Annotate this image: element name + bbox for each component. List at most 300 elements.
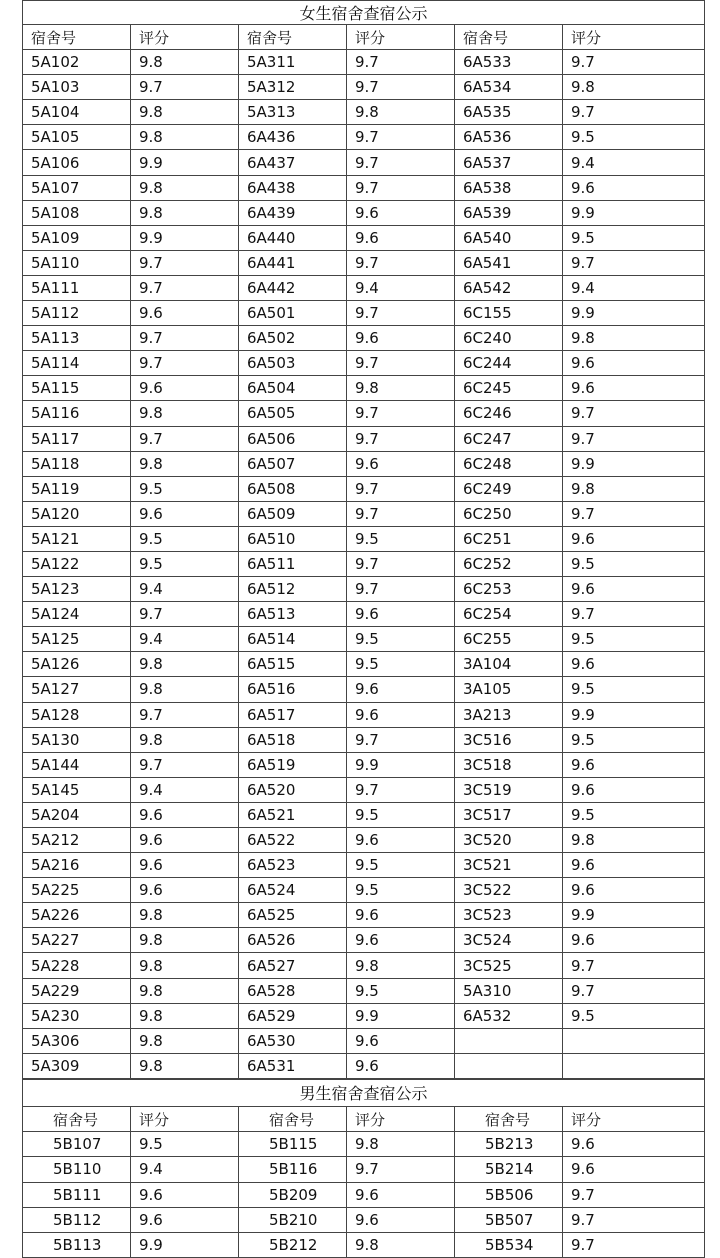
room-number-cell: 5A204 bbox=[23, 802, 131, 827]
score-cell: 9.6 bbox=[347, 225, 455, 250]
score-cell: 9.6 bbox=[347, 1207, 455, 1232]
score-cell: 9.7 bbox=[131, 275, 239, 300]
room-number-cell: 6A542 bbox=[455, 275, 563, 300]
room-number-cell: 5A230 bbox=[23, 1003, 131, 1028]
table-row bbox=[23, 1232, 705, 1257]
room-number-cell: 6A508 bbox=[239, 476, 347, 501]
room-number-cell: 6A511 bbox=[239, 551, 347, 576]
room-number-cell: 5B113 bbox=[23, 1232, 131, 1257]
score-cell: 9.7 bbox=[347, 150, 455, 175]
score-cell: 9.6 bbox=[563, 928, 705, 953]
table-row bbox=[23, 200, 705, 225]
table-row bbox=[23, 878, 705, 903]
score-cell: 9.7 bbox=[563, 501, 705, 526]
room-number-cell: 5A105 bbox=[23, 125, 131, 150]
table-row bbox=[23, 125, 705, 150]
score-cell: 9.9 bbox=[347, 1003, 455, 1028]
room-number-cell: 6C253 bbox=[455, 577, 563, 602]
room-number-cell: 6A524 bbox=[239, 878, 347, 903]
score-cell: 9.8 bbox=[347, 1232, 455, 1257]
score-cell: 9.6 bbox=[131, 1182, 239, 1207]
score-cell: 9.6 bbox=[131, 376, 239, 401]
room-number-cell: 6A519 bbox=[239, 752, 347, 777]
score-cell: 9.7 bbox=[563, 1232, 705, 1257]
room-number-cell: 6A501 bbox=[239, 301, 347, 326]
score-cell: 9.9 bbox=[347, 752, 455, 777]
table-row bbox=[23, 501, 705, 526]
room-number-cell: 5A102 bbox=[23, 50, 131, 75]
table-row bbox=[23, 802, 705, 827]
room-number-cell: 5A311 bbox=[239, 50, 347, 75]
score-cell: 9.6 bbox=[347, 677, 455, 702]
room-number-cell: 5A212 bbox=[23, 828, 131, 853]
table-row bbox=[23, 1003, 705, 1028]
score-cell: 9.7 bbox=[131, 426, 239, 451]
column-header: 宿舍号 bbox=[455, 1106, 563, 1131]
room-number-cell: 5B110 bbox=[23, 1157, 131, 1182]
column-header: 评分 bbox=[563, 25, 705, 50]
table-row bbox=[23, 953, 705, 978]
score-cell: 9.7 bbox=[347, 727, 455, 752]
room-number-cell: 3C519 bbox=[455, 777, 563, 802]
room-number-cell: 5A229 bbox=[23, 978, 131, 1003]
score-cell: 9.7 bbox=[131, 752, 239, 777]
score-cell: 9.5 bbox=[563, 225, 705, 250]
room-number-cell: 6A527 bbox=[239, 953, 347, 978]
score-cell: 9.7 bbox=[347, 401, 455, 426]
score-cell: 9.6 bbox=[131, 301, 239, 326]
table-row bbox=[23, 853, 705, 878]
score-cell: 9.6 bbox=[131, 878, 239, 903]
room-number-cell: 3C524 bbox=[455, 928, 563, 953]
table-row bbox=[23, 828, 705, 853]
room-number-cell: 5A109 bbox=[23, 225, 131, 250]
table-row bbox=[23, 326, 705, 351]
column-header: 宿舍号 bbox=[239, 1106, 347, 1131]
room-number-cell: 5A116 bbox=[23, 401, 131, 426]
column-header: 宿舍号 bbox=[23, 25, 131, 50]
score-cell: 9.7 bbox=[563, 978, 705, 1003]
room-number-cell: 5B507 bbox=[455, 1207, 563, 1232]
room-number-cell: 5A130 bbox=[23, 727, 131, 752]
score-cell: 9.7 bbox=[563, 100, 705, 125]
score-cell: 9.9 bbox=[563, 702, 705, 727]
male-header-row bbox=[23, 1106, 705, 1131]
table-row bbox=[23, 175, 705, 200]
score-cell: 9.7 bbox=[131, 326, 239, 351]
score-cell: 9.7 bbox=[563, 50, 705, 75]
room-number-cell: 6A514 bbox=[239, 627, 347, 652]
room-number-cell: 6C252 bbox=[455, 551, 563, 576]
table-row bbox=[23, 275, 705, 300]
room-number-cell: 5A113 bbox=[23, 326, 131, 351]
score-cell: 9.7 bbox=[347, 476, 455, 501]
score-cell: 9.6 bbox=[347, 702, 455, 727]
score-cell: 9.8 bbox=[131, 978, 239, 1003]
score-cell: 9.6 bbox=[131, 853, 239, 878]
room-number-cell: 5A103 bbox=[23, 75, 131, 100]
room-number-cell: 5A108 bbox=[23, 200, 131, 225]
room-number-cell: 5A122 bbox=[23, 551, 131, 576]
score-cell: 9.7 bbox=[131, 250, 239, 275]
table-row bbox=[23, 526, 705, 551]
table-row bbox=[23, 1207, 705, 1232]
room-number-cell: 6C247 bbox=[455, 426, 563, 451]
score-cell: 9.7 bbox=[347, 1157, 455, 1182]
room-number-cell: 5A120 bbox=[23, 501, 131, 526]
score-cell: 9.7 bbox=[347, 501, 455, 526]
room-number-cell: 5A107 bbox=[23, 175, 131, 200]
male-dorm-table bbox=[22, 1079, 705, 1258]
score-cell: 9.6 bbox=[563, 652, 705, 677]
score-cell bbox=[563, 1028, 705, 1053]
score-cell: 9.8 bbox=[131, 1053, 239, 1078]
room-number-cell: 6C244 bbox=[455, 351, 563, 376]
room-number-cell: 5B214 bbox=[455, 1157, 563, 1182]
table-row bbox=[23, 677, 705, 702]
room-number-cell: 5A127 bbox=[23, 677, 131, 702]
table-row bbox=[23, 652, 705, 677]
table-row bbox=[23, 1132, 705, 1157]
score-cell: 9.8 bbox=[131, 652, 239, 677]
room-number-cell: 6A504 bbox=[239, 376, 347, 401]
room-number-cell: 6A536 bbox=[455, 125, 563, 150]
room-number-cell: 3C522 bbox=[455, 878, 563, 903]
room-number-cell: 5A227 bbox=[23, 928, 131, 953]
table-row bbox=[23, 401, 705, 426]
room-number-cell bbox=[455, 1053, 563, 1078]
table-row bbox=[23, 451, 705, 476]
score-cell: 9.7 bbox=[563, 401, 705, 426]
table-row bbox=[23, 978, 705, 1003]
room-number-cell: 6C251 bbox=[455, 526, 563, 551]
room-number-cell: 6C255 bbox=[455, 627, 563, 652]
score-cell: 9.9 bbox=[563, 451, 705, 476]
score-cell: 9.6 bbox=[131, 828, 239, 853]
room-number-cell: 5B210 bbox=[239, 1207, 347, 1232]
table-row bbox=[23, 777, 705, 802]
score-cell: 9.6 bbox=[563, 1157, 705, 1182]
room-number-cell: 6A525 bbox=[239, 903, 347, 928]
score-cell: 9.5 bbox=[131, 551, 239, 576]
room-number-cell: 5B213 bbox=[455, 1132, 563, 1157]
score-cell: 9.8 bbox=[563, 75, 705, 100]
room-number-cell: 5A226 bbox=[23, 903, 131, 928]
room-number-cell: 6A541 bbox=[455, 250, 563, 275]
score-cell: 9.8 bbox=[131, 50, 239, 75]
score-cell: 9.8 bbox=[131, 1003, 239, 1028]
column-header: 评分 bbox=[563, 1106, 705, 1131]
room-number-cell: 5B115 bbox=[239, 1132, 347, 1157]
score-cell: 9.6 bbox=[131, 802, 239, 827]
score-cell: 9.9 bbox=[563, 903, 705, 928]
room-number-cell: 6A441 bbox=[239, 250, 347, 275]
room-number-cell: 6A535 bbox=[455, 100, 563, 125]
room-number-cell: 5A112 bbox=[23, 301, 131, 326]
room-number-cell: 5A123 bbox=[23, 577, 131, 602]
female-header-row bbox=[23, 25, 705, 50]
score-cell: 9.7 bbox=[347, 125, 455, 150]
room-number-cell: 6A502 bbox=[239, 326, 347, 351]
score-cell: 9.7 bbox=[563, 1182, 705, 1207]
room-number-cell: 5A144 bbox=[23, 752, 131, 777]
room-number-cell: 3C521 bbox=[455, 853, 563, 878]
table-row bbox=[23, 301, 705, 326]
score-cell: 9.6 bbox=[563, 752, 705, 777]
score-cell: 9.5 bbox=[131, 476, 239, 501]
score-cell: 9.5 bbox=[347, 978, 455, 1003]
score-cell: 9.8 bbox=[347, 1132, 455, 1157]
table-row bbox=[23, 376, 705, 401]
table-row bbox=[23, 50, 705, 75]
score-cell: 9.7 bbox=[347, 777, 455, 802]
room-number-cell: 6C250 bbox=[455, 501, 563, 526]
room-number-cell: 6A505 bbox=[239, 401, 347, 426]
room-number-cell: 6A523 bbox=[239, 853, 347, 878]
score-cell: 9.7 bbox=[563, 1207, 705, 1232]
room-number-cell: 6A516 bbox=[239, 677, 347, 702]
score-cell: 9.4 bbox=[131, 577, 239, 602]
score-cell: 9.8 bbox=[131, 200, 239, 225]
score-cell: 9.8 bbox=[347, 953, 455, 978]
score-cell: 9.8 bbox=[563, 476, 705, 501]
score-cell: 9.6 bbox=[347, 828, 455, 853]
score-cell: 9.6 bbox=[347, 1028, 455, 1053]
score-cell: 9.8 bbox=[131, 903, 239, 928]
score-cell: 9.6 bbox=[347, 1182, 455, 1207]
score-cell: 9.5 bbox=[347, 878, 455, 903]
room-number-cell: 5A310 bbox=[455, 978, 563, 1003]
room-number-cell: 5B209 bbox=[239, 1182, 347, 1207]
table-row bbox=[23, 426, 705, 451]
table-row bbox=[23, 100, 705, 125]
notice-sheet bbox=[22, 0, 704, 1258]
room-number-cell: 5A121 bbox=[23, 526, 131, 551]
score-cell: 9.7 bbox=[347, 551, 455, 576]
score-cell: 9.5 bbox=[563, 125, 705, 150]
room-number-cell: 5A309 bbox=[23, 1053, 131, 1078]
score-cell: 9.7 bbox=[563, 250, 705, 275]
room-number-cell: 5A117 bbox=[23, 426, 131, 451]
room-number-cell: 6A438 bbox=[239, 175, 347, 200]
room-number-cell: 6A518 bbox=[239, 727, 347, 752]
score-cell: 9.4 bbox=[563, 275, 705, 300]
score-cell: 9.6 bbox=[563, 175, 705, 200]
column-header: 宿舍号 bbox=[239, 25, 347, 50]
room-number-cell: 3C516 bbox=[455, 727, 563, 752]
score-cell: 9.7 bbox=[347, 577, 455, 602]
column-header: 宿舍号 bbox=[23, 1106, 131, 1131]
room-number-cell: 5A104 bbox=[23, 100, 131, 125]
room-number-cell: 5B107 bbox=[23, 1132, 131, 1157]
room-number-cell: 5A126 bbox=[23, 652, 131, 677]
score-cell: 9.6 bbox=[563, 351, 705, 376]
room-number-cell: 5A111 bbox=[23, 275, 131, 300]
room-number-cell: 6A517 bbox=[239, 702, 347, 727]
room-number-cell: 6A506 bbox=[239, 426, 347, 451]
room-number-cell: 6C249 bbox=[455, 476, 563, 501]
score-cell: 9.6 bbox=[563, 526, 705, 551]
score-cell: 9.5 bbox=[347, 802, 455, 827]
table-row bbox=[23, 752, 705, 777]
room-number-cell: 5B506 bbox=[455, 1182, 563, 1207]
room-number-cell: 5A225 bbox=[23, 878, 131, 903]
room-number-cell: 6A539 bbox=[455, 200, 563, 225]
room-number-cell: 3A104 bbox=[455, 652, 563, 677]
room-number-cell: 6A437 bbox=[239, 150, 347, 175]
column-header: 评分 bbox=[131, 1106, 239, 1131]
room-number-cell: 6A532 bbox=[455, 1003, 563, 1028]
score-cell: 9.7 bbox=[131, 351, 239, 376]
score-cell: 9.8 bbox=[131, 727, 239, 752]
score-cell: 9.7 bbox=[347, 426, 455, 451]
score-cell: 9.4 bbox=[131, 1157, 239, 1182]
score-cell: 9.5 bbox=[347, 627, 455, 652]
score-cell: 9.6 bbox=[563, 853, 705, 878]
table-row bbox=[23, 250, 705, 275]
score-cell: 9.7 bbox=[347, 301, 455, 326]
score-cell: 9.6 bbox=[347, 326, 455, 351]
score-cell: 9.8 bbox=[131, 928, 239, 953]
room-number-cell: 6A530 bbox=[239, 1028, 347, 1053]
room-number-cell: 6A522 bbox=[239, 828, 347, 853]
table-row bbox=[23, 1028, 705, 1053]
score-cell: 9.8 bbox=[563, 326, 705, 351]
room-number-cell: 6A503 bbox=[239, 351, 347, 376]
column-header: 评分 bbox=[347, 1106, 455, 1131]
room-number-cell: 6A529 bbox=[239, 1003, 347, 1028]
room-number-cell: 6A528 bbox=[239, 978, 347, 1003]
room-number-cell: 5B116 bbox=[239, 1157, 347, 1182]
column-header: 评分 bbox=[131, 25, 239, 50]
score-cell: 9.8 bbox=[347, 376, 455, 401]
score-cell: 9.8 bbox=[131, 677, 239, 702]
room-number-cell: 5A124 bbox=[23, 602, 131, 627]
room-number-cell: 5A115 bbox=[23, 376, 131, 401]
room-number-cell: 5B112 bbox=[23, 1207, 131, 1232]
room-number-cell: 6C254 bbox=[455, 602, 563, 627]
score-cell: 9.8 bbox=[131, 100, 239, 125]
score-cell: 9.9 bbox=[563, 200, 705, 225]
score-cell: 9.8 bbox=[131, 451, 239, 476]
male-table-title: 男生宿舍查宿公示 bbox=[23, 1079, 705, 1106]
room-number-cell: 6A538 bbox=[455, 175, 563, 200]
score-cell: 9.4 bbox=[131, 777, 239, 802]
score-cell: 9.6 bbox=[131, 1207, 239, 1232]
room-number-cell: 6A436 bbox=[239, 125, 347, 150]
room-number-cell: 6C248 bbox=[455, 451, 563, 476]
table-row bbox=[23, 727, 705, 752]
room-number-cell: 5A306 bbox=[23, 1028, 131, 1053]
table-row bbox=[23, 551, 705, 576]
score-cell: 9.7 bbox=[563, 953, 705, 978]
score-cell: 9.5 bbox=[563, 677, 705, 702]
room-number-cell: 6A439 bbox=[239, 200, 347, 225]
room-number-cell: 5A119 bbox=[23, 476, 131, 501]
room-number-cell: 6A440 bbox=[239, 225, 347, 250]
room-number-cell: 5A125 bbox=[23, 627, 131, 652]
room-number-cell: 6A537 bbox=[455, 150, 563, 175]
table-row bbox=[23, 75, 705, 100]
column-header: 宿舍号 bbox=[455, 25, 563, 50]
room-number-cell: 5A128 bbox=[23, 702, 131, 727]
room-number-cell: 5A145 bbox=[23, 777, 131, 802]
room-number-cell: 3C523 bbox=[455, 903, 563, 928]
room-number-cell: 6A531 bbox=[239, 1053, 347, 1078]
room-number-cell: 6A442 bbox=[239, 275, 347, 300]
room-number-cell: 6C245 bbox=[455, 376, 563, 401]
room-number-cell: 6A515 bbox=[239, 652, 347, 677]
table-row bbox=[23, 476, 705, 501]
room-number-cell: 6A526 bbox=[239, 928, 347, 953]
room-number-cell: 6A533 bbox=[455, 50, 563, 75]
room-number-cell: 5B111 bbox=[23, 1182, 131, 1207]
table-row bbox=[23, 1182, 705, 1207]
table-row bbox=[23, 577, 705, 602]
score-cell: 9.7 bbox=[347, 75, 455, 100]
score-cell: 9.5 bbox=[347, 526, 455, 551]
room-number-cell: 5B212 bbox=[239, 1232, 347, 1257]
column-header: 评分 bbox=[347, 25, 455, 50]
score-cell: 9.6 bbox=[347, 928, 455, 953]
score-cell: 9.6 bbox=[347, 1053, 455, 1078]
score-cell: 9.7 bbox=[347, 50, 455, 75]
room-number-cell: 6A512 bbox=[239, 577, 347, 602]
score-cell: 9.5 bbox=[563, 727, 705, 752]
score-cell: 9.8 bbox=[131, 125, 239, 150]
score-cell: 9.7 bbox=[131, 602, 239, 627]
score-cell: 9.6 bbox=[563, 376, 705, 401]
table-row bbox=[23, 1053, 705, 1078]
score-cell: 9.5 bbox=[347, 853, 455, 878]
table-row bbox=[23, 1157, 705, 1182]
score-cell: 9.7 bbox=[131, 75, 239, 100]
room-number-cell: 3C518 bbox=[455, 752, 563, 777]
score-cell: 9.6 bbox=[563, 577, 705, 602]
score-cell: 9.7 bbox=[563, 426, 705, 451]
female-table-title: 女生宿舍查宿公示 bbox=[23, 1, 705, 25]
score-cell: 9.8 bbox=[131, 175, 239, 200]
room-number-cell: 3C520 bbox=[455, 828, 563, 853]
room-number-cell: 6A534 bbox=[455, 75, 563, 100]
room-number-cell: 6A513 bbox=[239, 602, 347, 627]
room-number-cell: 5A106 bbox=[23, 150, 131, 175]
table-row bbox=[23, 351, 705, 376]
room-number-cell: 6A520 bbox=[239, 777, 347, 802]
room-number-cell: 5A216 bbox=[23, 853, 131, 878]
room-number-cell: 5A118 bbox=[23, 451, 131, 476]
score-cell: 9.6 bbox=[347, 602, 455, 627]
room-number-cell: 6C155 bbox=[455, 301, 563, 326]
score-cell: 9.9 bbox=[131, 225, 239, 250]
room-number-cell: 3C525 bbox=[455, 953, 563, 978]
score-cell: 9.4 bbox=[563, 150, 705, 175]
score-cell: 9.8 bbox=[131, 1028, 239, 1053]
room-number-cell: 6C240 bbox=[455, 326, 563, 351]
room-number-cell: 6A540 bbox=[455, 225, 563, 250]
room-number-cell: 5A312 bbox=[239, 75, 347, 100]
score-cell: 9.5 bbox=[347, 652, 455, 677]
table-row bbox=[23, 702, 705, 727]
room-number-cell: 5A114 bbox=[23, 351, 131, 376]
score-cell: 9.5 bbox=[563, 551, 705, 576]
score-cell: 9.4 bbox=[131, 627, 239, 652]
score-cell: 9.5 bbox=[131, 526, 239, 551]
table-row bbox=[23, 928, 705, 953]
score-cell: 9.6 bbox=[347, 200, 455, 225]
room-number-cell: 5A313 bbox=[239, 100, 347, 125]
score-cell: 9.5 bbox=[563, 1003, 705, 1028]
